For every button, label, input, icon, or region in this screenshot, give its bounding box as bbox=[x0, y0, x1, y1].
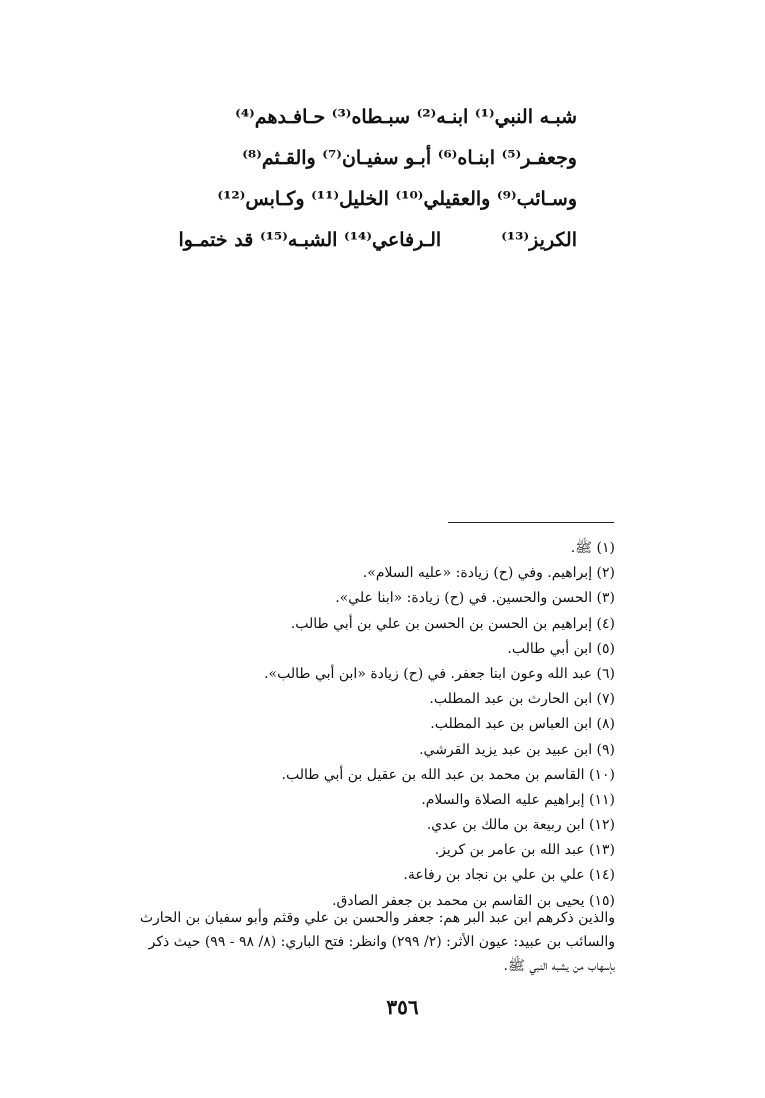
verse-line bbox=[107, 219, 577, 260]
footnote-continuation-line: والسائب بن عبيد: عيون الأثر: (٢/ ٢٩٩) وانظر: فتح الباري: (٨/ ٩٨ - ٩٩) حيث ذكر bbox=[148, 934, 615, 950]
footnote-14: (١٤) علي بن علي بن نجاد بن رفاعة. bbox=[403, 867, 615, 884]
footnotes bbox=[95, 536, 615, 914]
footnote-7: (٧) ابن الحارث بن عبد المطلب. bbox=[429, 691, 615, 708]
footnote-2: (٢) إبراهيم. وفي (ح) زيادة: «عليه السلام». bbox=[362, 565, 615, 582]
footnote-13: (١٣) عبد الله بن عامر بن كريز. bbox=[434, 842, 615, 859]
footnote-separator bbox=[448, 522, 614, 523]
footnote-4: (٤) إبراهيم بن الحسن بن الحسن بن علي بن أبي طالب. bbox=[290, 615, 615, 632]
footnote-11: (١١) إبراهيم عليه الصلاة والسلام. bbox=[421, 791, 615, 808]
verse-second-hemistich: الـرفاعي⁽¹⁴⁾ الشبـه⁽¹⁵⁾ قد ختمـوا bbox=[178, 228, 442, 251]
footnote-1: (١) ﷺ. bbox=[570, 540, 615, 556]
footnote-continuation-line: بإسهاب من يشبه النبي ﷺ. bbox=[503, 958, 615, 974]
verse-text: وسـائب⁽⁹⁾ والعقيلي⁽¹⁰⁾ الخليل⁽¹¹⁾ وكـابس⁽¹²⁾ bbox=[217, 187, 577, 210]
footnote-8: (٨) ابن العباس بن عبد المطلب. bbox=[430, 716, 615, 733]
verse-first-hemistich: الكريز⁽¹³⁾ bbox=[501, 228, 577, 251]
footnote-9: (٩) ابن عبيد بن عبد يزيد القرشي. bbox=[419, 741, 615, 758]
page-number: ٣٥٦ bbox=[386, 995, 419, 1019]
verse-line bbox=[107, 137, 577, 178]
page-number-wrap bbox=[0, 995, 765, 1019]
footnote-12: (١٢) ابن ربيعة بن مالك بن عدي. bbox=[426, 817, 615, 834]
footnote-5: (٥) ابن أبي طالب. bbox=[507, 640, 615, 657]
poem-block bbox=[107, 96, 577, 260]
footnote-6: (٦) عبد الله وعون ابنا جعفر. في (ح) زيادة «ابن أبي طالب». bbox=[264, 665, 615, 682]
footnote-10: (١٠) القاسم بن محمد بن عبد الله بن عقيل بن أبي طالب. bbox=[281, 766, 615, 783]
verse-text: شبـه النبي⁽¹⁾ ابنـه⁽²⁾ سبـطاه⁽³⁾ حـافـدهم⁽⁴⁾ bbox=[235, 105, 577, 128]
verse-line bbox=[107, 178, 577, 219]
footnote-15: (١٥) يحيى بن القاسم بن محمد بن جعفر الصادق. bbox=[332, 892, 615, 909]
verse-text: وجعفـر⁽⁵⁾ ابنـاه⁽⁶⁾ أبـو سفيـان⁽⁷⁾ والقـثم⁽⁸⁾ bbox=[242, 146, 577, 169]
footnote-continuation bbox=[55, 906, 615, 978]
footnote-continuation-line: والذين ذكرهم ابن عبد البر هم: جعفر والحسن بن علي وقثم وأبو سفيان بن الحارث bbox=[139, 910, 615, 926]
footnote-3: (٣) الحسن والحسين. في (ح) زيادة: «ابنا علي». bbox=[335, 590, 615, 607]
verse-line bbox=[107, 96, 577, 137]
